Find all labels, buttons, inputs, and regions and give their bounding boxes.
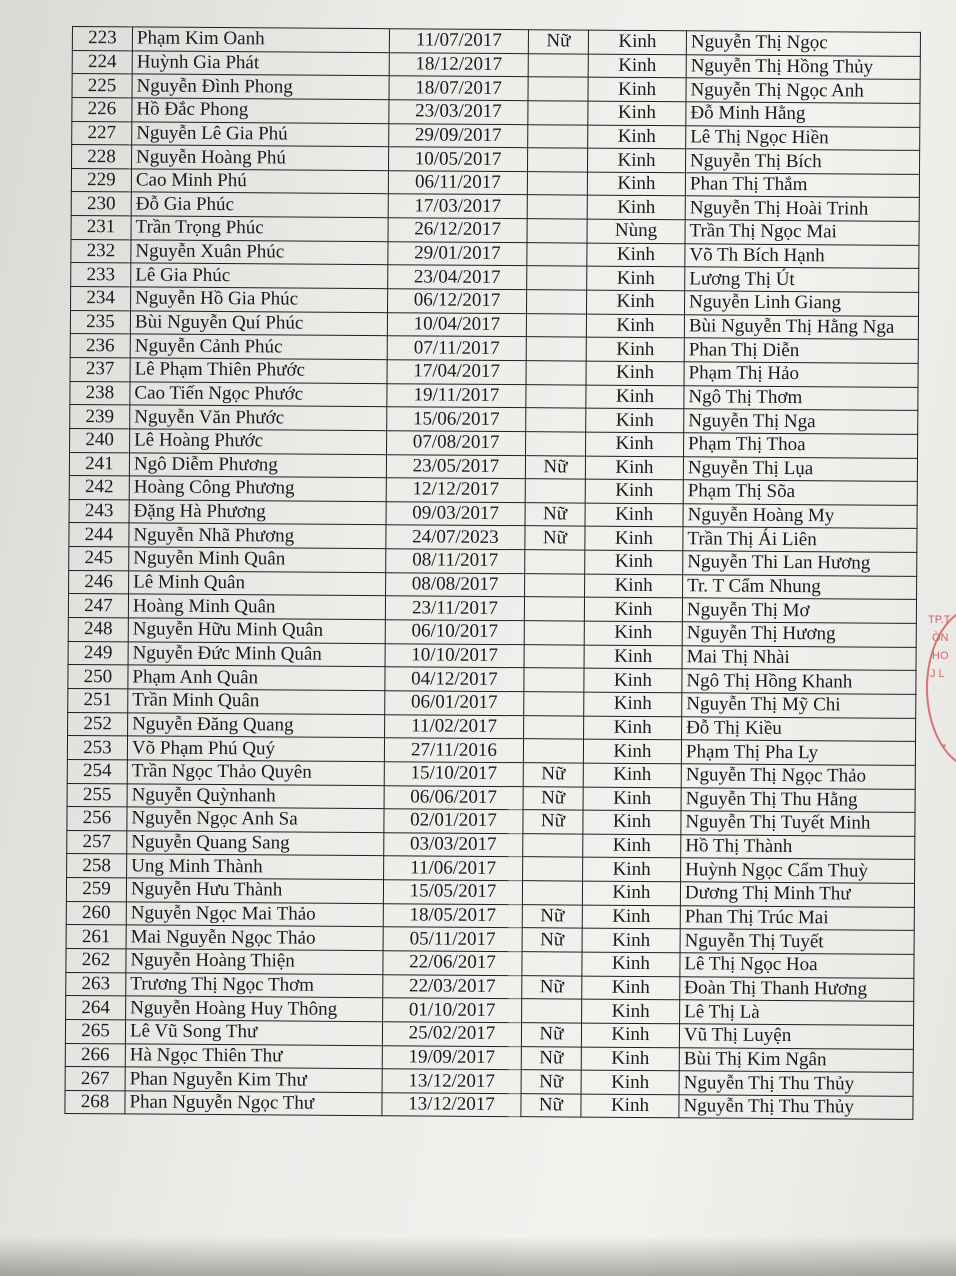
table-row <box>65 1090 913 1120</box>
ethnicity-cell: Kinh <box>583 787 681 811</box>
gender-cell <box>524 715 584 739</box>
ethnicity-cell: Kinh <box>583 739 681 763</box>
parent-name-cell: Nguyễn Thị Nga <box>684 409 918 434</box>
row-number-cell: 262 <box>66 948 126 972</box>
parent-name-cell: Vũ Thị Luyện <box>679 1024 913 1049</box>
row-number-cell: 264 <box>66 996 126 1020</box>
date-of-birth-cell: 23/03/2017 <box>389 100 528 125</box>
parent-name-cell: Nguyễn Thị Bích <box>685 149 919 174</box>
student-name-cell: Nguyễn Xuân Phúc <box>131 240 388 265</box>
ethnicity-cell: Kinh <box>586 385 684 409</box>
gender-cell: Nữ <box>523 763 583 787</box>
row-number-cell: 246 <box>69 570 129 594</box>
ethnicity-cell: Kinh <box>586 314 684 338</box>
ethnicity-cell: Kinh <box>584 668 682 692</box>
gender-cell: Nữ <box>525 455 585 479</box>
stamp-text: TP.T <box>928 614 951 626</box>
row-number-cell: 254 <box>67 759 127 783</box>
date-of-birth-cell: 06/06/2017 <box>384 785 523 810</box>
date-of-birth-cell: 29/01/2017 <box>388 241 527 266</box>
ethnicity-cell: Kinh <box>585 550 683 574</box>
ethnicity-cell: Kinh <box>585 479 683 503</box>
date-of-birth-cell: 10/04/2017 <box>387 312 526 337</box>
student-name-cell: Ngô Diễm Phương <box>129 452 386 477</box>
parent-name-cell: Nguyễn Thị Mỹ Chi <box>682 693 916 718</box>
parent-name-cell: Tr. T Cẩm Nhung <box>683 575 917 600</box>
date-of-birth-cell: 10/10/2017 <box>385 643 524 668</box>
gender-cell <box>523 857 583 881</box>
student-name-cell: Lê Phạm Thiên Phước <box>130 358 387 383</box>
ethnicity-cell: Kinh <box>588 125 686 149</box>
date-of-birth-cell: 25/02/2017 <box>382 1022 521 1047</box>
parent-name-cell: Võ Th Bích Hạnh <box>685 244 919 269</box>
parent-name-cell: Phạm Thị Hảo <box>684 362 918 387</box>
ethnicity-cell: Kinh <box>586 337 684 361</box>
parent-name-cell: Phạm Thị Thoa <box>684 433 918 458</box>
date-of-birth-cell: 22/06/2017 <box>383 951 522 976</box>
gender-cell <box>523 739 583 763</box>
date-of-birth-cell: 29/09/2017 <box>389 123 528 148</box>
row-number-cell: 267 <box>65 1067 125 1091</box>
date-of-birth-cell: 17/03/2017 <box>388 194 527 219</box>
ethnicity-cell: Kinh <box>582 928 680 952</box>
gender-cell <box>528 101 588 125</box>
date-of-birth-cell: 13/12/2017 <box>382 1069 521 1094</box>
gender-cell: Nữ <box>525 526 585 550</box>
row-number-cell: 247 <box>68 594 128 618</box>
gender-cell <box>527 266 587 290</box>
student-name-cell: Trần Trọng Phúc <box>131 216 388 241</box>
parent-name-cell: Đoàn Thị Thanh Hương <box>680 976 914 1001</box>
ethnicity-cell: Kinh <box>588 77 686 101</box>
student-name-cell: Đỗ Gia Phúc <box>131 192 388 217</box>
row-number-cell: 235 <box>70 310 130 334</box>
student-name-cell: Nguyễn Minh Quân <box>129 547 386 572</box>
student-name-cell: Phạm Kim Oanh <box>132 27 389 52</box>
student-name-cell: Phạm Anh Quân <box>128 665 385 690</box>
parent-name-cell: Lê Thị Ngọc Hiền <box>686 125 920 150</box>
student-name-cell: Trương Thị Ngọc Thơm <box>126 973 383 998</box>
student-name-cell: Hoàng Minh Quân <box>128 594 385 619</box>
row-number-cell: 258 <box>67 854 127 878</box>
date-of-birth-cell: 06/10/2017 <box>385 620 524 645</box>
parent-name-cell: Nguyễn Linh Giang <box>685 291 919 316</box>
ethnicity-cell: Kinh <box>587 290 685 314</box>
student-name-cell: Cao Minh Phú <box>131 169 388 194</box>
date-of-birth-cell: 04/12/2017 <box>385 667 524 692</box>
parent-name-cell: Nguyễn Thi Lan Hương <box>683 551 917 576</box>
parent-name-cell: Nguyễn Thị Thu Hằng <box>681 787 915 812</box>
ethnicity-cell: Kinh <box>584 621 682 645</box>
parent-name-cell: Nguyễn Thị Lụa <box>683 456 917 481</box>
gender-cell: Nữ <box>523 810 583 834</box>
row-number-cell: 243 <box>69 499 129 523</box>
parent-name-cell: Bùi Nguyễn Thị Hằng Nga <box>684 314 918 339</box>
gender-cell <box>524 644 584 668</box>
row-number-cell: 242 <box>69 476 129 500</box>
student-name-cell: Nguyễn Hưu Thành <box>126 878 383 903</box>
ethnicity-cell: Kinh <box>588 54 686 78</box>
ethnicity-cell: Kinh <box>584 716 682 740</box>
row-number-cell: 237 <box>70 357 130 381</box>
row-number-cell: 232 <box>71 239 131 263</box>
row-number-cell: 244 <box>69 523 129 547</box>
date-of-birth-cell: 06/11/2017 <box>388 171 527 196</box>
student-name-cell: Nguyễn Ngọc Anh Sa <box>127 807 384 832</box>
student-roster-table <box>64 26 921 1120</box>
student-name-cell: Nguyễn Đăng Quang <box>128 712 385 737</box>
gender-cell <box>522 881 582 905</box>
date-of-birth-cell: 26/12/2017 <box>388 218 527 243</box>
ethnicity-cell: Kinh <box>585 456 683 480</box>
ethnicity-cell: Kinh <box>584 692 682 716</box>
parent-name-cell: Nguyễn Thị Tuyết <box>680 929 914 954</box>
row-number-cell: 238 <box>70 381 130 405</box>
parent-name-cell: Mai Thị Nhài <box>682 645 916 670</box>
date-of-birth-cell: 11/07/2017 <box>389 29 528 54</box>
row-number-cell: 231 <box>71 216 131 240</box>
date-of-birth-cell: 13/12/2017 <box>382 1093 521 1118</box>
student-name-cell: Trần Ngọc Thảo Quyên <box>127 760 384 785</box>
row-number-cell: 223 <box>72 27 132 51</box>
student-name-cell: Nguyễn Đình Phong <box>132 74 389 99</box>
ethnicity-cell: Kinh <box>583 858 681 882</box>
date-of-birth-cell: 23/04/2017 <box>388 265 527 290</box>
student-name-cell: Nguyễn Quỳnhanh <box>127 783 384 808</box>
parent-name-cell: Hồ Thị Thành <box>681 835 915 860</box>
row-number-cell: 240 <box>70 428 130 452</box>
gender-cell <box>524 621 584 645</box>
date-of-birth-cell: 19/11/2017 <box>387 383 526 408</box>
student-name-cell: Nguyễn Lê Gia Phú <box>132 121 389 146</box>
ethnicity-cell: Kinh <box>585 503 683 527</box>
date-of-birth-cell: 19/09/2017 <box>382 1045 521 1070</box>
ethnicity-cell: Kinh <box>588 30 686 54</box>
date-of-birth-cell: 10/05/2017 <box>388 147 527 172</box>
ethnicity-cell: Kinh <box>582 905 680 929</box>
parent-name-cell: Trần Thị Ái Liên <box>683 527 917 552</box>
parent-name-cell: Nguyễn Thị Thu Thủy <box>679 1095 913 1120</box>
parent-name-cell: Nguyễn Thị Hoài Trinh <box>685 196 919 221</box>
ethnicity-cell: Kinh <box>586 408 684 432</box>
student-name-cell: Lê Hoàng Phước <box>130 429 387 454</box>
date-of-birth-cell: 07/08/2017 <box>387 431 526 456</box>
date-of-birth-cell: 18/05/2017 <box>383 903 522 928</box>
gender-cell <box>523 833 583 857</box>
student-name-cell: Nguyễn Ngọc Mai Thảo <box>126 902 383 927</box>
ethnicity-cell: Kinh <box>582 952 680 976</box>
ethnicity-cell: Kinh <box>582 999 680 1023</box>
gender-cell: Nữ <box>521 1093 581 1117</box>
date-of-birth-cell: 06/12/2017 <box>388 289 527 314</box>
parent-name-cell: Nguyễn Thị Mơ <box>682 598 916 623</box>
stamp-text: J L <box>930 668 945 680</box>
date-of-birth-cell: 18/07/2017 <box>389 76 528 101</box>
date-of-birth-cell: 23/05/2017 <box>386 454 525 479</box>
student-name-cell: Hoàng Công Phương <box>129 476 386 501</box>
row-number-cell: 226 <box>72 97 132 121</box>
parent-name-cell: Nguyễn Thị Hồng Thủy <box>686 54 920 79</box>
date-of-birth-cell: 15/10/2017 <box>384 762 523 787</box>
date-of-birth-cell: 02/01/2017 <box>384 809 523 834</box>
parent-name-cell: Phạm Thị Sõa <box>683 480 917 505</box>
gender-cell: Nữ <box>522 975 582 999</box>
parent-name-cell: Phan Thị Trúc Mai <box>680 905 914 930</box>
gender-cell: Nữ <box>521 1023 581 1047</box>
row-number-cell: 248 <box>68 618 128 642</box>
ethnicity-cell: Nùng <box>587 219 685 243</box>
student-name-cell: Hà Ngọc Thiên Thư <box>125 1043 382 1068</box>
gender-cell: Nữ <box>525 502 585 526</box>
student-name-cell: Nguyễn Quang Sang <box>127 831 384 856</box>
date-of-birth-cell: 15/05/2017 <box>383 880 522 905</box>
ethnicity-cell: Kinh <box>587 148 685 172</box>
ethnicity-cell: Kinh <box>587 172 685 196</box>
row-number-cell: 224 <box>72 50 132 74</box>
student-name-cell: Nguyễn Đức Minh Quân <box>128 642 385 667</box>
parent-name-cell: Nguyễn Thị Ngọc Thảo <box>681 764 915 789</box>
ethnicity-cell: Kinh <box>582 976 680 1000</box>
student-name-cell: Lê Gia Phúc <box>131 263 388 288</box>
student-name-cell: Huỳnh Gia Phát <box>132 51 389 76</box>
parent-name-cell: Phan Thị Diễn <box>684 338 918 363</box>
student-name-cell: Nguyễn Hoàng Thiện <box>126 949 383 974</box>
gender-cell: Nữ <box>522 928 582 952</box>
date-of-birth-cell: 27/11/2016 <box>384 738 523 763</box>
row-number-cell: 228 <box>72 145 132 169</box>
date-of-birth-cell: 08/11/2017 <box>386 549 525 574</box>
parent-name-cell: Ngô Thị Hồng Khanh <box>682 669 916 694</box>
parent-name-cell: Nguyễn Thị Ngọc <box>686 31 920 56</box>
parent-name-cell: Nguyễn Hoàng My <box>683 504 917 529</box>
ethnicity-cell: Kinh <box>586 432 684 456</box>
gender-cell <box>525 573 585 597</box>
ethnicity-cell: Kinh <box>586 361 684 385</box>
row-number-cell: 253 <box>67 736 127 760</box>
student-name-cell: Hồ Đắc Phong <box>132 98 389 123</box>
student-name-cell: Lê Vũ Song Thư <box>125 1020 382 1045</box>
student-name-cell: Ung Minh Thành <box>127 854 384 879</box>
row-number-cell: 234 <box>71 287 131 311</box>
student-name-cell: Võ Phạm Phú Quý <box>127 736 384 761</box>
row-number-cell: 259 <box>66 878 126 902</box>
ethnicity-cell: Kinh <box>583 810 681 834</box>
row-number-cell: 227 <box>72 121 132 145</box>
student-name-cell: Mai Nguyễn Ngọc Thảo <box>126 925 383 950</box>
student-name-cell: Cao Tiến Ngọc Phước <box>130 382 387 407</box>
parent-name-cell: Nguyễn Thị Tuyết Minh <box>681 811 915 836</box>
parent-name-cell: Trần Thị Ngọc Mai <box>685 220 919 245</box>
date-of-birth-cell: 08/08/2017 <box>386 572 525 597</box>
gender-cell <box>525 479 585 503</box>
parent-name-cell: Bùi Thị Kim Ngân <box>679 1047 913 1072</box>
date-of-birth-cell: 11/02/2017 <box>385 714 524 739</box>
date-of-birth-cell: 01/10/2017 <box>383 998 522 1023</box>
date-of-birth-cell: 09/03/2017 <box>386 502 525 527</box>
parent-name-cell: Huỳnh Ngọc Cẩm Thuỳ <box>681 858 915 883</box>
parent-name-cell: Đỗ Minh Hằng <box>686 102 920 127</box>
roster-body <box>65 27 921 1120</box>
gender-cell <box>522 999 582 1023</box>
row-number-cell: 249 <box>68 641 128 665</box>
gender-cell <box>527 290 587 314</box>
row-number-cell: 257 <box>67 830 127 854</box>
date-of-birth-cell: 03/03/2017 <box>384 832 523 857</box>
ethnicity-cell: Kinh <box>588 101 686 125</box>
student-name-cell: Nguyễn Nhã Phương <box>129 523 386 548</box>
parent-name-cell: Lê Thị Ngọc Hoa <box>680 953 914 978</box>
gender-cell <box>526 408 586 432</box>
row-number-cell: 250 <box>68 665 128 689</box>
parent-name-cell: Phạm Thị Pha Ly <box>681 740 915 765</box>
student-name-cell: Đặng Hà Phương <box>129 500 386 525</box>
date-of-birth-cell: 24/07/2023 <box>386 525 525 550</box>
ethnicity-cell: Kinh <box>581 1047 679 1071</box>
gender-cell <box>526 432 586 456</box>
row-number-cell: 252 <box>68 712 128 736</box>
gender-cell <box>524 692 584 716</box>
parent-name-cell: Dương Thị Minh Thư <box>680 882 914 907</box>
date-of-birth-cell: 18/12/2017 <box>389 52 528 77</box>
date-of-birth-cell: 12/12/2017 <box>386 478 525 503</box>
student-name-cell: Nguyễn Cảnh Phúc <box>130 334 387 359</box>
student-name-cell: Lê Minh Quân <box>129 571 386 596</box>
student-name-cell: Bùi Nguyễn Quí Phúc <box>130 311 387 336</box>
row-number-cell: 265 <box>65 1019 125 1043</box>
gender-cell <box>528 77 588 101</box>
row-number-cell: 261 <box>66 925 126 949</box>
ethnicity-cell: Kinh <box>587 196 685 220</box>
row-number-cell: 256 <box>67 807 127 831</box>
gender-cell <box>527 219 587 243</box>
date-of-birth-cell: 22/03/2017 <box>383 974 522 999</box>
student-name-cell: Trần Minh Quân <box>128 689 385 714</box>
ethnicity-cell: Kinh <box>582 881 680 905</box>
student-name-cell: Nguyễn Hoàng Huy Thông <box>126 996 383 1021</box>
row-number-cell: 260 <box>66 901 126 925</box>
gender-cell: Nữ <box>522 904 582 928</box>
parent-name-cell: Ngô Thị Thơm <box>684 385 918 410</box>
red-stamp <box>918 600 956 780</box>
gender-cell <box>522 952 582 976</box>
parent-name-cell: Đỗ Thị Kiều <box>682 716 916 741</box>
ethnicity-cell: Kinh <box>584 597 682 621</box>
date-of-birth-cell: 15/06/2017 <box>387 407 526 432</box>
gender-cell <box>524 597 584 621</box>
date-of-birth-cell: 05/11/2017 <box>383 927 522 952</box>
gender-cell <box>525 550 585 574</box>
row-number-cell: 245 <box>69 547 129 571</box>
row-number-cell: 268 <box>65 1090 125 1114</box>
row-number-cell: 233 <box>71 263 131 287</box>
ethnicity-cell: Kinh <box>585 574 683 598</box>
student-name-cell: Phan Nguyễn Kim Thư <box>125 1067 382 1092</box>
student-name-cell: Nguyễn Văn Phước <box>130 405 387 430</box>
parent-name-cell: Lê Thị Là <box>680 1000 914 1025</box>
ethnicity-cell: Kinh <box>581 1023 679 1047</box>
gender-cell <box>527 148 587 172</box>
student-name-cell: Nguyễn Hồ Gia Phúc <box>131 287 388 312</box>
parent-name-cell: Nguyễn Thị Thu Thủy <box>679 1071 913 1096</box>
gender-cell <box>524 668 584 692</box>
gender-cell <box>526 384 586 408</box>
ethnicity-cell: Kinh <box>581 1094 679 1118</box>
stamp-ring <box>926 606 956 770</box>
ethnicity-cell: Kinh <box>584 645 682 669</box>
student-name-cell: Nguyễn Hữu Minh Quân <box>128 618 385 643</box>
ethnicity-cell: Kinh <box>583 763 681 787</box>
gender-cell: Nữ <box>521 1070 581 1094</box>
ethnicity-cell: Kinh <box>587 267 685 291</box>
gender-cell <box>526 337 586 361</box>
ethnicity-cell: Kinh <box>583 834 681 858</box>
gender-cell: Nữ <box>521 1046 581 1070</box>
date-of-birth-cell: 11/06/2017 <box>384 856 523 881</box>
gender-cell: Nữ <box>528 30 588 54</box>
row-number-cell: 225 <box>72 74 132 98</box>
row-number-cell: 229 <box>71 168 131 192</box>
row-number-cell: 266 <box>65 1043 125 1067</box>
date-of-birth-cell: 07/11/2017 <box>387 336 526 361</box>
ethnicity-cell: Kinh <box>585 527 683 551</box>
gender-cell <box>527 172 587 196</box>
row-number-cell: 255 <box>67 783 127 807</box>
gender-cell <box>526 313 586 337</box>
date-of-birth-cell: 17/04/2017 <box>387 360 526 385</box>
stamp-star-icon: * <box>942 742 947 754</box>
row-number-cell: 263 <box>66 972 126 996</box>
row-number-cell: 236 <box>70 334 130 358</box>
student-name-cell: Phan Nguyễn Ngọc Thư <box>125 1091 382 1116</box>
row-number-cell: 241 <box>69 452 129 476</box>
gender-cell <box>527 242 587 266</box>
ethnicity-cell: Kinh <box>581 1070 679 1094</box>
gender-cell <box>528 53 588 77</box>
row-number-cell: 230 <box>71 192 131 216</box>
date-of-birth-cell: 23/11/2017 <box>385 596 524 621</box>
row-number-cell: 251 <box>68 688 128 712</box>
student-name-cell: Nguyễn Hoàng Phú <box>132 145 389 170</box>
parent-name-cell: Lương Thị Út <box>685 267 919 292</box>
stamp-text: ÒN <box>932 632 949 644</box>
stamp-text: HO <box>932 650 949 662</box>
gender-cell: Nữ <box>523 786 583 810</box>
gender-cell <box>526 361 586 385</box>
parent-name-cell: Nguyễn Thị Ngọc Anh <box>686 78 920 103</box>
gender-cell <box>528 124 588 148</box>
gender-cell <box>527 195 587 219</box>
parent-name-cell: Nguyễn Thị Hương <box>682 622 916 647</box>
parent-name-cell: Phan Thị Thắm <box>685 173 919 198</box>
ethnicity-cell: Kinh <box>587 243 685 267</box>
row-number-cell: 239 <box>70 405 130 429</box>
date-of-birth-cell: 06/01/2017 <box>385 691 524 716</box>
